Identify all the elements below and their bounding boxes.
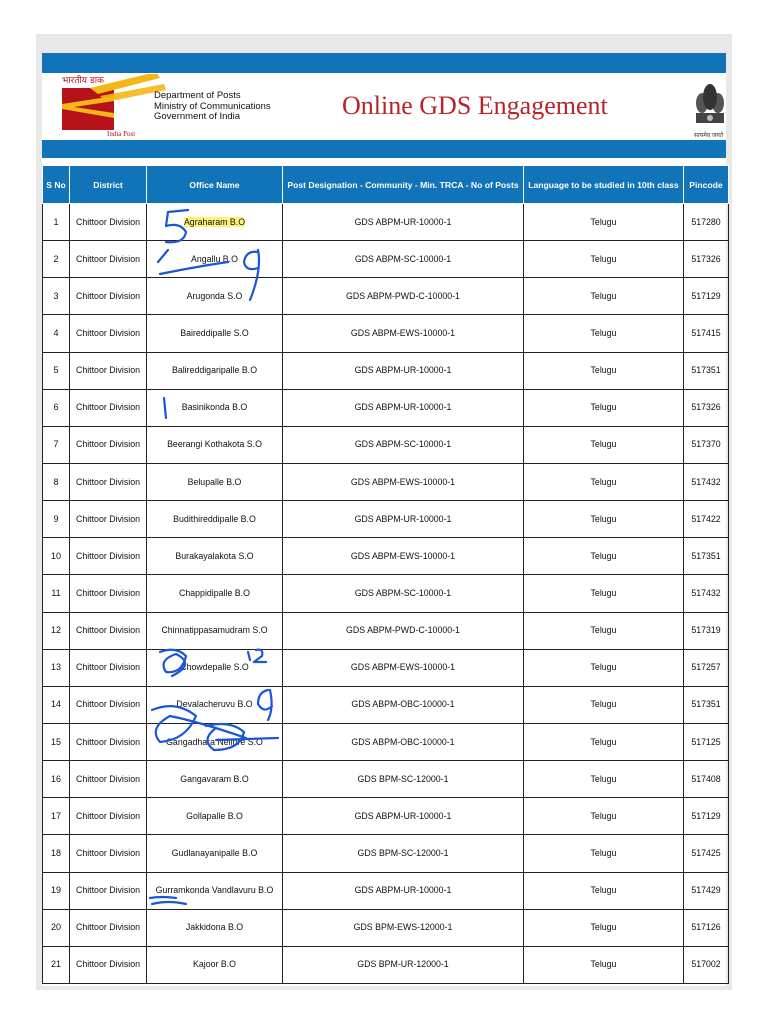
cell-office-name: Chappidipalle B.O — [147, 575, 283, 612]
cell-office-name: Jakkidona B.O — [147, 909, 283, 946]
cell-pincode: 517129 — [684, 798, 729, 835]
cell-post-designation: GDS ABPM-PWD-C-10000-1 — [283, 612, 524, 649]
cell-district: Chittoor Division — [70, 315, 147, 352]
cell-language: Telugu — [524, 686, 684, 723]
cell-office-name: Basinikonda B.O — [147, 389, 283, 426]
highlighted-office-name: Agraharam B.O — [183, 216, 246, 227]
cell-language: Telugu — [524, 649, 684, 686]
emblem-caption: सत्यमेव जयते — [694, 133, 724, 139]
cell-district: Chittoor Division — [70, 389, 147, 426]
table-row — [43, 798, 729, 835]
cell-post-designation: GDS ABPM-EWS-10000-1 — [283, 649, 524, 686]
cell-post-designation: GDS ABPM-UR-10000-1 — [283, 501, 524, 538]
dept-line: Department of Posts — [154, 90, 241, 101]
cell-office-name: Belupalle B.O — [147, 463, 283, 500]
table-row — [43, 946, 729, 983]
cell-post-designation: GDS ABPM-EWS-10000-1 — [283, 315, 524, 352]
table-row — [43, 835, 729, 872]
cell-post-designation: GDS BPM-EWS-12000-1 — [283, 909, 524, 946]
cell-post-designation: GDS ABPM-OBC-10000-1 — [283, 723, 524, 760]
header-pincode: Pincode — [684, 166, 729, 204]
cell-sno: 14 — [43, 686, 70, 723]
cell-district: Chittoor Division — [70, 538, 147, 575]
header-language: Language to be studied in 10th class — [524, 166, 684, 204]
table-row — [43, 909, 729, 946]
table-row — [43, 315, 729, 352]
cell-pincode: 517326 — [684, 241, 729, 278]
cell-language: Telugu — [524, 723, 684, 760]
cell-post-designation: GDS ABPM-EWS-10000-1 — [283, 463, 524, 500]
header-post-designation: Post Designation - Community - Min. TRCA - No of Posts — [283, 166, 524, 204]
cell-language: Telugu — [524, 315, 684, 352]
cell-post-designation: GDS BPM-SC-12000-1 — [283, 761, 524, 798]
dept-line: Government of India — [154, 111, 241, 122]
page-title: Online GDS Engagement — [342, 91, 608, 120]
table-row — [43, 426, 729, 463]
cell-district: Chittoor Division — [70, 241, 147, 278]
cell-sno: 6 — [43, 389, 70, 426]
cell-language: Telugu — [524, 389, 684, 426]
cell-sno: 16 — [43, 761, 70, 798]
department-block — [154, 91, 271, 123]
table-row — [43, 241, 729, 278]
cell-office-name: Devalacheruvu B.O — [147, 686, 283, 723]
table-row — [43, 463, 729, 500]
cell-sno: 18 — [43, 835, 70, 872]
table-row — [43, 575, 729, 612]
cell-district: Chittoor Division — [70, 649, 147, 686]
cell-sno: 12 — [43, 612, 70, 649]
table-row — [43, 389, 729, 426]
cell-district: Chittoor Division — [70, 686, 147, 723]
cell-language: Telugu — [524, 909, 684, 946]
cell-office-name: Burakayalakota S.O — [147, 538, 283, 575]
cell-language: Telugu — [524, 352, 684, 389]
cell-sno: 13 — [43, 649, 70, 686]
cell-language: Telugu — [524, 426, 684, 463]
cell-sno: 10 — [43, 538, 70, 575]
cell-office-name: Gurramkonda Vandlavuru B.O — [147, 872, 283, 909]
cell-pincode: 517415 — [684, 315, 729, 352]
cell-pincode: 517432 — [684, 463, 729, 500]
cell-office-name: Gangadhara Nellore S.O — [147, 723, 283, 760]
cell-district: Chittoor Division — [70, 204, 147, 241]
national-emblem-icon — [690, 73, 730, 139]
header-band-top — [42, 53, 726, 73]
cell-post-designation: GDS ABPM-SC-10000-1 — [283, 241, 524, 278]
cell-sno: 1 — [43, 204, 70, 241]
cell-sno: 11 — [43, 575, 70, 612]
table-row — [43, 501, 729, 538]
table-header-row — [43, 166, 729, 204]
cell-post-designation: GDS BPM-SC-12000-1 — [283, 835, 524, 872]
cell-language: Telugu — [524, 798, 684, 835]
table-row — [43, 612, 729, 649]
cell-pincode: 517351 — [684, 686, 729, 723]
dept-line: Ministry of Communications — [154, 100, 271, 112]
cell-office-name: Angallu B.O — [147, 241, 283, 278]
cell-office-name — [147, 204, 283, 241]
cell-language: Telugu — [524, 463, 684, 500]
cell-pincode: 517126 — [684, 909, 729, 946]
cell-post-designation: GDS ABPM-UR-10000-1 — [283, 872, 524, 909]
cell-office-name: Kajoor B.O — [147, 946, 283, 983]
cell-language: Telugu — [524, 241, 684, 278]
cell-district: Chittoor Division — [70, 463, 147, 500]
cell-post-designation: GDS ABPM-UR-10000-1 — [283, 352, 524, 389]
cell-office-name: Balireddigaripalle B.O — [147, 352, 283, 389]
cell-pincode: 517432 — [684, 575, 729, 612]
cell-sno: 20 — [43, 909, 70, 946]
table-row — [43, 723, 729, 760]
cell-language: Telugu — [524, 946, 684, 983]
table-row — [43, 278, 729, 315]
cell-pincode: 517129 — [684, 278, 729, 315]
cell-office-name: Baireddipalle S.O — [147, 315, 283, 352]
cell-office-name: Arugonda S.O — [147, 278, 283, 315]
cell-language: Telugu — [524, 761, 684, 798]
gds-vacancy-table — [42, 165, 729, 984]
cell-language: Telugu — [524, 872, 684, 909]
cell-sno: 8 — [43, 463, 70, 500]
cell-sno: 9 — [43, 501, 70, 538]
header-district: District — [70, 166, 147, 204]
cell-district: Chittoor Division — [70, 352, 147, 389]
cell-sno: 3 — [43, 278, 70, 315]
cell-district: Chittoor Division — [70, 426, 147, 463]
cell-office-name: Gollapalle B.O — [147, 798, 283, 835]
header-sno: S No — [43, 166, 70, 204]
cell-language: Telugu — [524, 835, 684, 872]
cell-post-designation: GDS ABPM-PWD-C-10000-1 — [283, 278, 524, 315]
cell-district: Chittoor Division — [70, 946, 147, 983]
cell-office-name: Chowdepalle S.O — [147, 649, 283, 686]
cell-post-designation: GDS ABPM-SC-10000-1 — [283, 426, 524, 463]
cell-pincode: 517125 — [684, 723, 729, 760]
cell-language: Telugu — [524, 501, 684, 538]
cell-pincode: 517408 — [684, 761, 729, 798]
cell-language: Telugu — [524, 575, 684, 612]
cell-pincode: 517326 — [684, 389, 729, 426]
cell-pincode: 517351 — [684, 352, 729, 389]
cell-post-designation: GDS ABPM-UR-10000-1 — [283, 204, 524, 241]
table-row — [43, 204, 729, 241]
cell-pincode: 517257 — [684, 649, 729, 686]
cell-pincode: 517429 — [684, 872, 729, 909]
logo-caption: India Post — [107, 130, 136, 138]
cell-post-designation: GDS BPM-UR-12000-1 — [283, 946, 524, 983]
cell-language: Telugu — [524, 278, 684, 315]
table-row — [43, 686, 729, 723]
table-row — [43, 352, 729, 389]
cell-sno: 7 — [43, 426, 70, 463]
cell-office-name: Gudlanayanipalle B.O — [147, 835, 283, 872]
cell-sno: 4 — [43, 315, 70, 352]
cell-district: Chittoor Division — [70, 835, 147, 872]
cell-office-name: Budithireddipalle B.O — [147, 501, 283, 538]
cell-pincode: 517351 — [684, 538, 729, 575]
cell-post-designation: GDS ABPM-OBC-10000-1 — [283, 686, 524, 723]
cell-district: Chittoor Division — [70, 723, 147, 760]
table-row — [43, 538, 729, 575]
cell-post-designation: GDS ABPM-UR-10000-1 — [283, 798, 524, 835]
cell-post-designation: GDS ABPM-SC-10000-1 — [283, 575, 524, 612]
cell-post-designation: GDS ABPM-EWS-10000-1 — [283, 538, 524, 575]
cell-district: Chittoor Division — [70, 798, 147, 835]
cell-sno: 19 — [43, 872, 70, 909]
cell-pincode: 517422 — [684, 501, 729, 538]
cell-pincode: 517319 — [684, 612, 729, 649]
cell-office-name: Gangavaram B.O — [147, 761, 283, 798]
table-row — [43, 649, 729, 686]
cell-district: Chittoor Division — [70, 761, 147, 798]
cell-sno: 21 — [43, 946, 70, 983]
cell-pincode: 517002 — [684, 946, 729, 983]
cell-district: Chittoor Division — [70, 909, 147, 946]
logo-hindi-text: भारतीय डाक — [62, 76, 104, 86]
cell-district: Chittoor Division — [70, 501, 147, 538]
header-band-bottom — [42, 140, 726, 158]
cell-office-name: Chinnatippasamudram S.O — [147, 612, 283, 649]
cell-sno: 17 — [43, 798, 70, 835]
table-row — [43, 761, 729, 798]
cell-sno: 15 — [43, 723, 70, 760]
cell-pincode: 517280 — [684, 204, 729, 241]
cell-pincode: 517425 — [684, 835, 729, 872]
cell-district: Chittoor Division — [70, 612, 147, 649]
cell-sno: 5 — [43, 352, 70, 389]
cell-sno: 2 — [43, 241, 70, 278]
cell-office-name: Beerangi Kothakota S.O — [147, 426, 283, 463]
cell-language: Telugu — [524, 538, 684, 575]
header-office-name: Office Name — [147, 166, 283, 204]
cell-pincode: 517370 — [684, 426, 729, 463]
cell-district: Chittoor Division — [70, 575, 147, 612]
cell-language: Telugu — [524, 204, 684, 241]
cell-language: Telugu — [524, 612, 684, 649]
cell-district: Chittoor Division — [70, 278, 147, 315]
cell-post-designation: GDS ABPM-UR-10000-1 — [283, 389, 524, 426]
table-row — [43, 872, 729, 909]
cell-district: Chittoor Division — [70, 872, 147, 909]
